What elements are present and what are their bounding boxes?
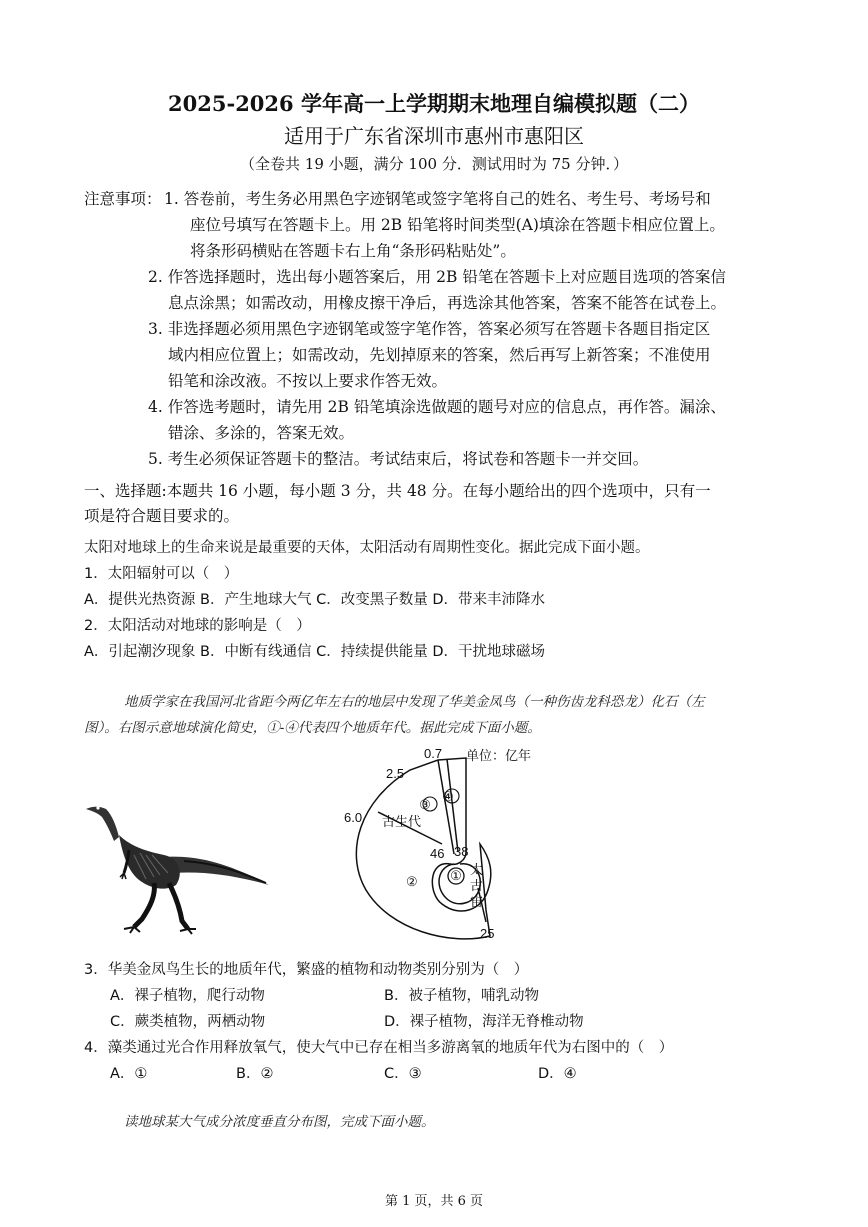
question-4-option-b: B．② bbox=[236, 1066, 274, 1082]
label-6-0: 6.0 bbox=[344, 810, 363, 825]
label-archean-1: 太 bbox=[470, 862, 484, 877]
note-line: 2. 作答选择题时，选出每小题答案后，用 2B 铅笔在答题卡上对应题目选项的答案信 bbox=[148, 268, 726, 286]
marker-2: ② bbox=[406, 874, 418, 889]
diagram-unit-label: 单位：亿年 bbox=[466, 748, 532, 763]
exam-subtitle: 适用于广东省深圳市惠州市惠阳区 bbox=[284, 124, 584, 148]
question-1: 1．太阳辐射可以（ ） bbox=[84, 566, 239, 582]
spiral-outline bbox=[356, 758, 490, 939]
note-line: 3. 非选择题必须用黑色字迹钢笔或签字笔作答，答案必须写在答题卡各题目指定区 bbox=[148, 320, 711, 338]
question-3-option-d: D．裸子植物，海洋无脊椎动物 bbox=[384, 1014, 584, 1030]
group2-intro: 地质学家在我国河北省距今两亿年左右的地层中发现了华美金凤鸟（一种伤齿龙科恐龙）化石（左 bbox=[124, 694, 705, 710]
question-4: 4．藻类通过光合作用释放氧气，使大气中已存在相当多游离氧的地质年代为右图中的（ ） bbox=[84, 1040, 674, 1056]
label-2-5: 2.5 bbox=[386, 766, 405, 781]
marker-4: ④ bbox=[442, 789, 454, 804]
exam-title: 2025-2026 学年高一上学期期末地理自编模拟题（二） bbox=[168, 91, 700, 116]
label-paleozoic: 古生代 bbox=[382, 814, 422, 829]
label-46: 46 bbox=[430, 846, 445, 861]
question-2: 2．太阳活动对地球的影响是（ ） bbox=[84, 618, 311, 634]
earth-history-spiral-diagram bbox=[330, 740, 590, 950]
group1-intro: 太阳对地球上的生命来说是最重要的天体，太阳活动有周期性变化。据此完成下面小题。 bbox=[84, 540, 650, 556]
page-footer: 第 1 页，共 6 页 bbox=[384, 1194, 484, 1209]
section-heading: 一、选择题:本题共 16 小题，每小题 3 分，共 48 分。在每小题给出的四个选项中，只有一 bbox=[84, 482, 711, 500]
question-1-options: A．提供光热资源 B．产生地球大气 C．改变黑子数量 D．带来丰沛降水 bbox=[84, 592, 545, 608]
group3-intro: 读地球某大气成分浓度垂直分布图，完成下面小题。 bbox=[124, 1114, 435, 1130]
question-3-option-c: C．蕨类植物，两栖动物 bbox=[110, 1014, 266, 1030]
label-archean-3: 宙 bbox=[470, 894, 484, 909]
section-heading-cont: 项是符合题目要求的。 bbox=[84, 507, 240, 525]
group2-intro-cont: 图）。右图示意地球演化简史，①-④代表四个地质年代。据此完成下面小题。 bbox=[84, 720, 541, 736]
question-4-option-d: D．④ bbox=[538, 1066, 577, 1082]
note-line: 座位号填写在答题卡上。用 2B 铅笔将时间类型(A)填涂在答题卡相应位置上。 bbox=[190, 216, 725, 234]
notes-label: 注意事项： bbox=[84, 190, 162, 208]
note-line: 将条形码横贴在答题卡右上角“条形码粘贴处”。 bbox=[190, 242, 516, 260]
note-line: 息点涂黑；如需改动，用橡皮擦干净后，再选涂其他答案，答案不能答在试卷上。 bbox=[168, 294, 727, 312]
exam-meta: （全卷共 19 小题，满分 100 分．测试用时为 75 分钟．） bbox=[240, 155, 628, 173]
note-line: 错涂、多涂的，答案无效。 bbox=[168, 424, 355, 442]
dinosaur-fossil-illustration bbox=[84, 795, 274, 935]
note-line: 铅笔和涂改液。不按以上要求作答无效。 bbox=[168, 372, 448, 390]
note-line: 4. 作答选考题时，请先用 2B 铅笔填涂选做题的题号对应的信息点，再作答。漏涂、 bbox=[148, 398, 726, 416]
question-3-option-a: A．裸子植物，爬行动物 bbox=[110, 988, 265, 1004]
marker-1: ① bbox=[450, 868, 462, 883]
marker-3: ③ bbox=[419, 797, 431, 812]
question-2-options: A．引起潮汐现象 B．中断有线通信 C．持续提供能量 D．干扰地球磁场 bbox=[84, 644, 545, 660]
label-0-7: 0.7 bbox=[424, 746, 443, 761]
label-38: 38 bbox=[454, 844, 469, 859]
note-line: 域内相应位置上；如需改动，先划掉原来的答案，然后再写上新答案；不准使用 bbox=[168, 346, 711, 364]
label-25: 25 bbox=[480, 926, 495, 941]
question-3-option-b: B．被子植物，哺乳动物 bbox=[384, 988, 539, 1004]
label-archean-2: 古 bbox=[470, 878, 484, 893]
question-4-option-a: A．① bbox=[110, 1066, 148, 1082]
question-3: 3．华美金凤鸟生长的地质年代，繁盛的植物和动物类别分别为（ ） bbox=[84, 962, 529, 978]
question-4-option-c: C．③ bbox=[384, 1066, 422, 1082]
note-line: 1. 答卷前，考生务必用黑色字迹钢笔或签字笔将自己的姓名、考生号、考场号和 bbox=[164, 190, 711, 208]
note-line: 5. 考生必须保证答题卡的整洁。考试结束后，将试卷和答题卡一并交回。 bbox=[148, 450, 649, 468]
